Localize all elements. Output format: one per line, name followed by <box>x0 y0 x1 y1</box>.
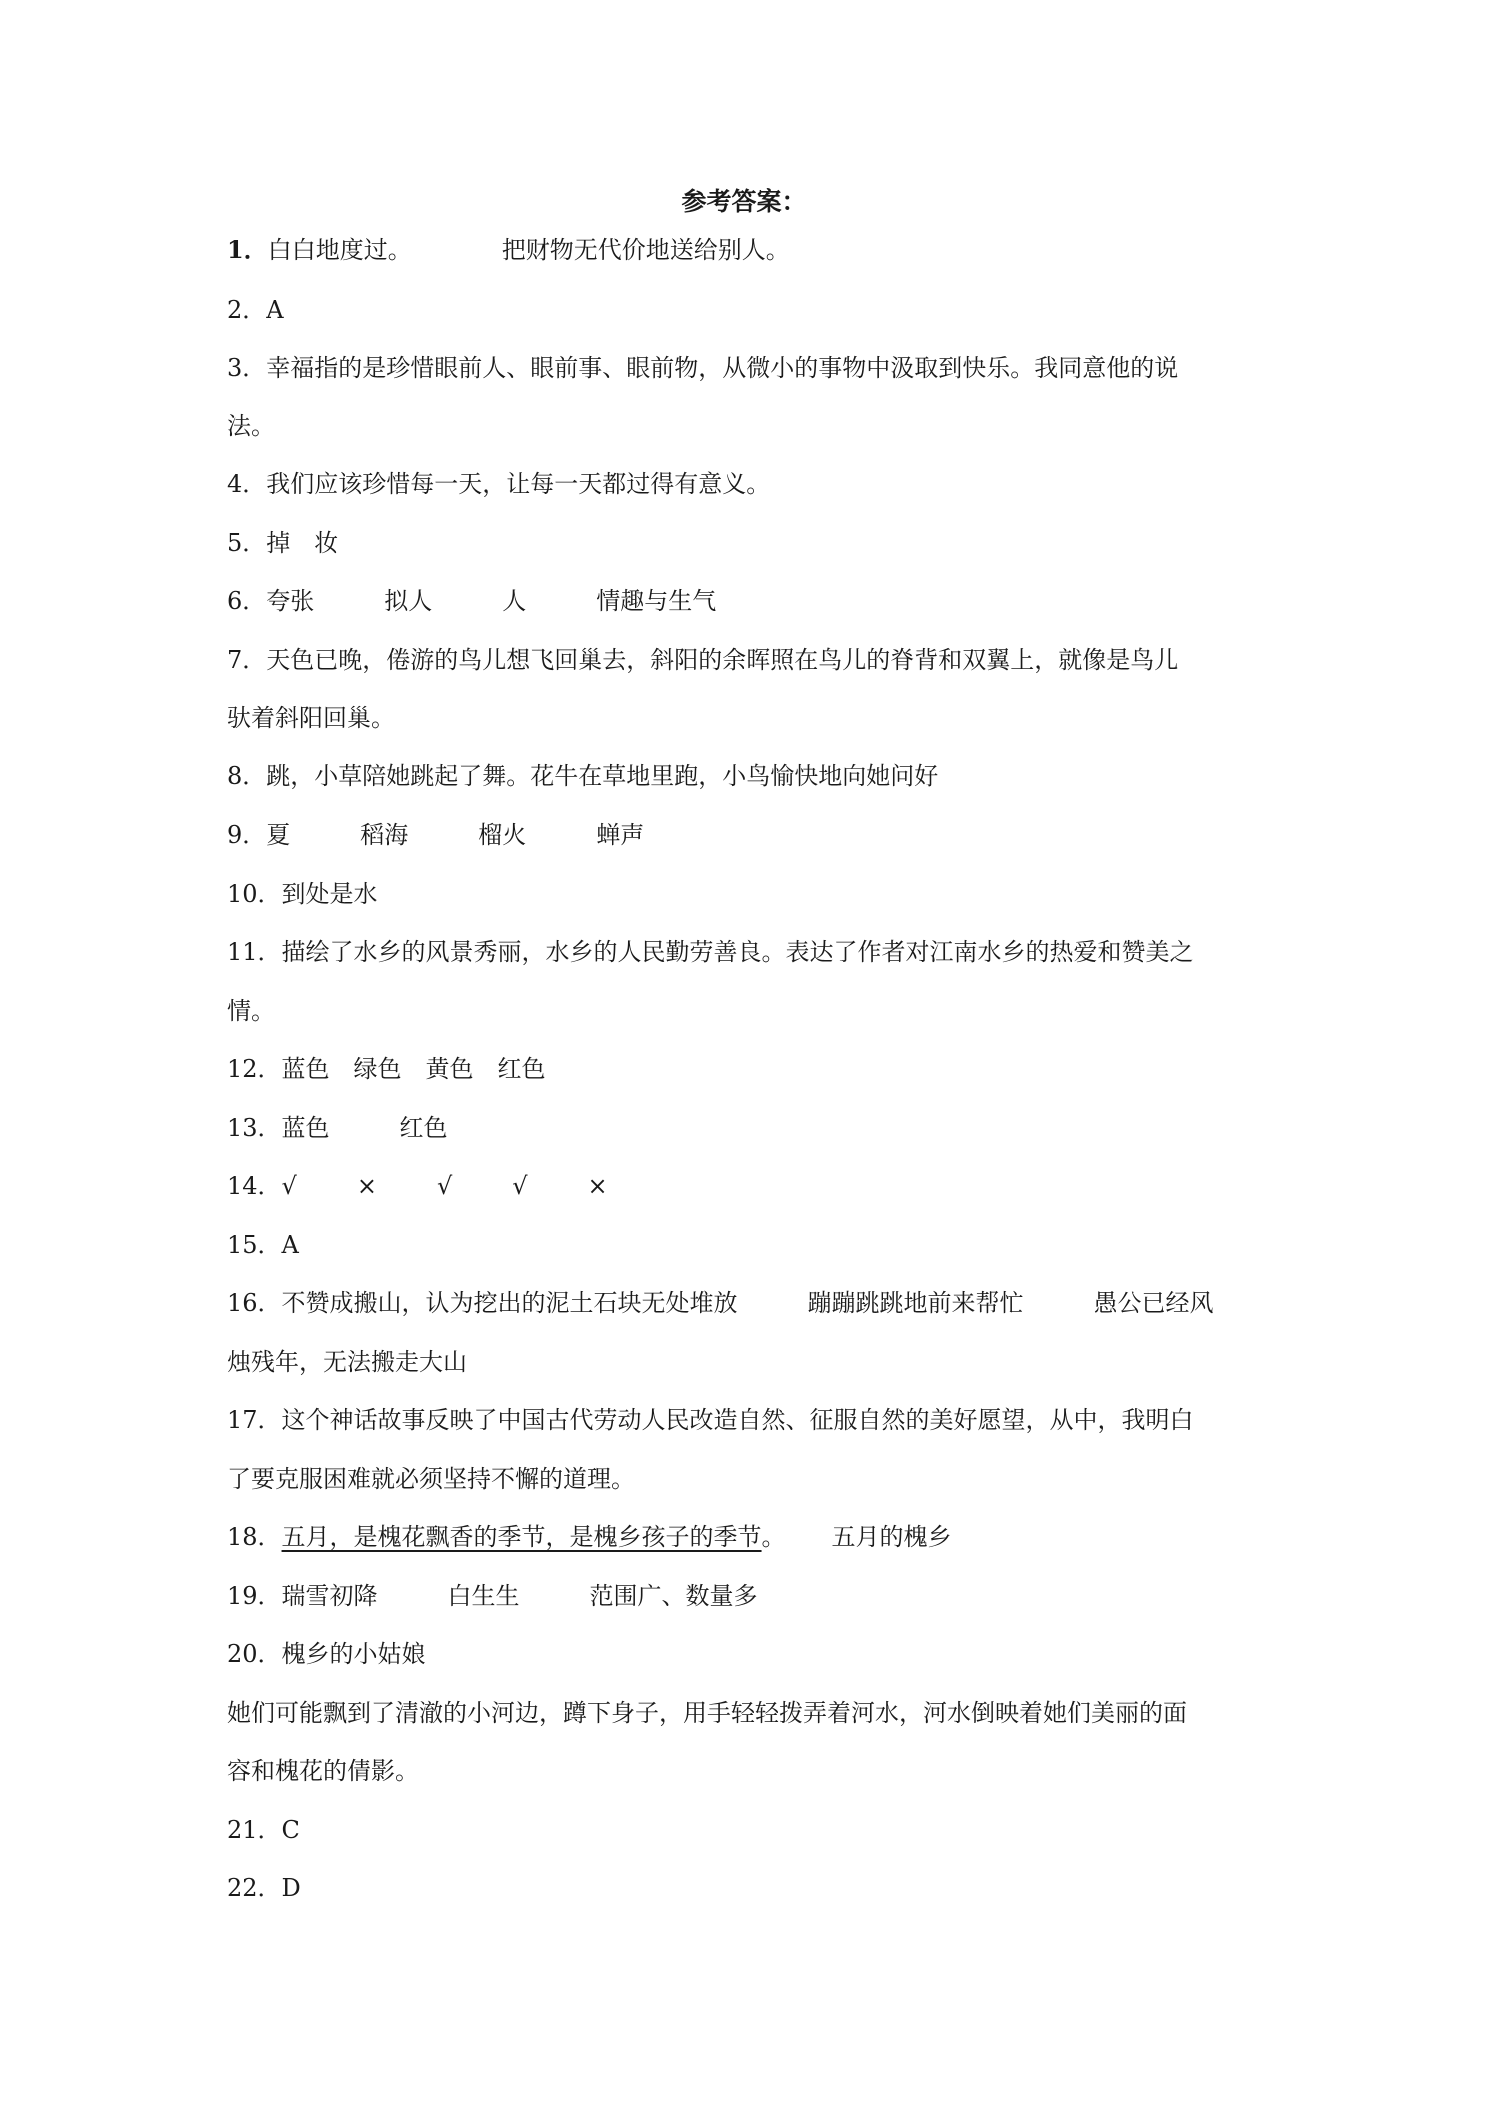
answer-part: 掉 <box>266 529 291 557</box>
answer-10 <box>227 876 1277 912</box>
answer-part: 人 <box>502 587 527 615</box>
answer-number: 2． <box>227 296 267 324</box>
answer-part: 稻海 <box>360 821 409 849</box>
answer-part: 妆 <box>314 529 339 557</box>
answer-text: 情。 <box>227 997 275 1025</box>
answer-part: 蓝色 <box>281 1114 330 1142</box>
answer-20 <box>227 1636 1277 1672</box>
answer-13 <box>227 1110 1277 1146</box>
answer-part: √ <box>281 1172 297 1200</box>
answer-number: 11． <box>227 938 282 966</box>
answer-6 <box>227 583 1277 619</box>
answer-text: 烛残年，无法搬走大山 <box>227 1348 467 1376</box>
answer-number: 13． <box>227 1114 282 1142</box>
answer-number: 7． <box>227 646 267 674</box>
answer-number: 19． <box>227 1582 282 1610</box>
answer-text: 她们可能飘到了清澈的小河边，蹲下身子，用手轻轻拨弄着河水，河水倒映着她们美丽的面 <box>227 1699 1187 1727</box>
answer-17-continued <box>227 1461 1277 1497</box>
answer-text: 幸福指的是珍惜眼前人、眼前事、眼前物，从微小的事物中汲取到快乐。我同意他的说 <box>266 354 1179 382</box>
underlined-answer: 五月，是槐花飘香的季节，是槐乡孩子的季节 <box>281 1523 762 1551</box>
answer-text: 跳，小草陪她跳起了舞。花牛在草地里跑，小鸟愉快地向她问好 <box>266 762 939 790</box>
answer-11-continued <box>227 993 1277 1029</box>
answer-11 <box>227 934 1277 970</box>
answer-text: D <box>281 1874 301 1902</box>
answer-part: 拟人 <box>384 587 433 615</box>
answer-15 <box>227 1227 1277 1263</box>
answer-number: 3． <box>227 354 267 382</box>
answer-part: 夸张 <box>266 587 315 615</box>
answer-part: 蝉声 <box>596 821 645 849</box>
answer-16-continued <box>227 1344 1277 1380</box>
answer-part: 白生生 <box>447 1582 520 1610</box>
answer-20-paragraph <box>227 1695 1277 1731</box>
answer-text: 到处是水 <box>281 880 378 908</box>
answer-text: 我们应该珍惜每一天，让每一天都过得有意义。 <box>266 470 771 498</box>
answer-number: 6． <box>227 587 267 615</box>
answer-text: 槐乡的小姑娘 <box>281 1640 426 1668</box>
answer-18 <box>227 1519 1277 1555</box>
answer-part: √ <box>512 1172 528 1200</box>
answer-part: 把财物无代价地送给别人。 <box>501 236 790 264</box>
answer-number: 12． <box>227 1055 282 1083</box>
answer-number: 9． <box>227 821 267 849</box>
answer-number: 22． <box>227 1874 282 1902</box>
answer-part: × <box>587 1172 608 1200</box>
answer-number: 5． <box>227 529 267 557</box>
answer-text: 这个神话故事反映了中国古代劳动人民改造自然、征服自然的美好愿望，从中，我明白 <box>281 1406 1194 1434</box>
answer-text: C <box>281 1816 300 1844</box>
answer-number: 10． <box>227 880 282 908</box>
answer-number: 8． <box>227 762 267 790</box>
answer-7 <box>227 642 1277 678</box>
answer-part: 绿色 <box>353 1055 402 1083</box>
answer-number: 20． <box>227 1640 282 1668</box>
answer-number: 1． <box>227 235 268 264</box>
answer-7-continued <box>227 700 1277 736</box>
answer-part: × <box>356 1172 377 1200</box>
answer-punctuation: 。 <box>761 1523 786 1551</box>
answer-part: 五月的槐乡 <box>831 1523 952 1551</box>
page-title: 参考答案： <box>681 187 807 216</box>
answer-3-continued <box>227 408 1277 444</box>
answer-part: 红色 <box>399 1114 448 1142</box>
answer-part: 愚公已经风 <box>1093 1289 1214 1317</box>
answer-part: 不赞成搬山，认为挖出的泥土石块无处堆放 <box>281 1289 738 1317</box>
answer-text: 法。 <box>227 412 275 440</box>
answer-part: 红色 <box>497 1055 546 1083</box>
answer-part: 蓝色 <box>281 1055 330 1083</box>
answer-part: 范围广、数量多 <box>589 1582 758 1610</box>
answer-text: 驮着斜阳回巢。 <box>227 704 395 732</box>
answer-19 <box>227 1578 1277 1614</box>
answer-14 <box>227 1168 1277 1204</box>
answer-12 <box>227 1051 1277 1087</box>
answer-part: √ <box>436 1172 453 1200</box>
answer-part: 情趣与生气 <box>596 587 717 615</box>
answer-number: 14． <box>227 1172 282 1200</box>
answer-part: 夏 <box>266 821 291 849</box>
answer-part: 黄色 <box>425 1055 474 1083</box>
answer-text: 描绘了水乡的风景秀丽，水乡的人民勤劳善良。表达了作者对江南水乡的热爱和赞美之 <box>281 938 1194 966</box>
answer-number: 18． <box>227 1523 282 1551</box>
answer-8 <box>227 758 1277 794</box>
answer-5 <box>227 525 1277 561</box>
answer-part: 白白地度过。 <box>267 236 412 264</box>
answer-number: 21． <box>227 1816 282 1844</box>
answer-1 <box>227 232 1277 268</box>
answer-part: 榴火 <box>478 821 527 849</box>
answer-number: 15． <box>227 1231 282 1259</box>
answer-22 <box>227 1870 1277 1906</box>
answer-17 <box>227 1402 1277 1438</box>
answer-part: 瑞雪初降 <box>281 1582 378 1610</box>
answer-16 <box>227 1285 1277 1321</box>
answer-2 <box>227 292 1277 328</box>
answer-text: 容和槐花的倩影。 <box>227 1757 419 1785</box>
answer-4 <box>227 466 1277 502</box>
answer-20-paragraph-continued <box>227 1753 1277 1789</box>
answer-number: 4． <box>227 470 267 498</box>
answer-3 <box>227 350 1277 386</box>
answer-number: 16． <box>227 1289 282 1317</box>
answer-text: 了要克服困难就必须坚持不懈的道理。 <box>227 1465 635 1493</box>
answer-21 <box>227 1812 1277 1848</box>
answer-part: 蹦蹦跳跳地前来帮忙 <box>807 1289 1024 1317</box>
answer-text: A <box>266 296 284 324</box>
answer-9 <box>227 817 1277 853</box>
answer-text: 天色已晚，倦游的鸟儿想飞回巢去，斜阳的余晖照在鸟儿的脊背和双翼上，就像是鸟儿 <box>266 646 1179 674</box>
answer-number: 17． <box>227 1406 282 1434</box>
answer-text: A <box>281 1231 299 1259</box>
